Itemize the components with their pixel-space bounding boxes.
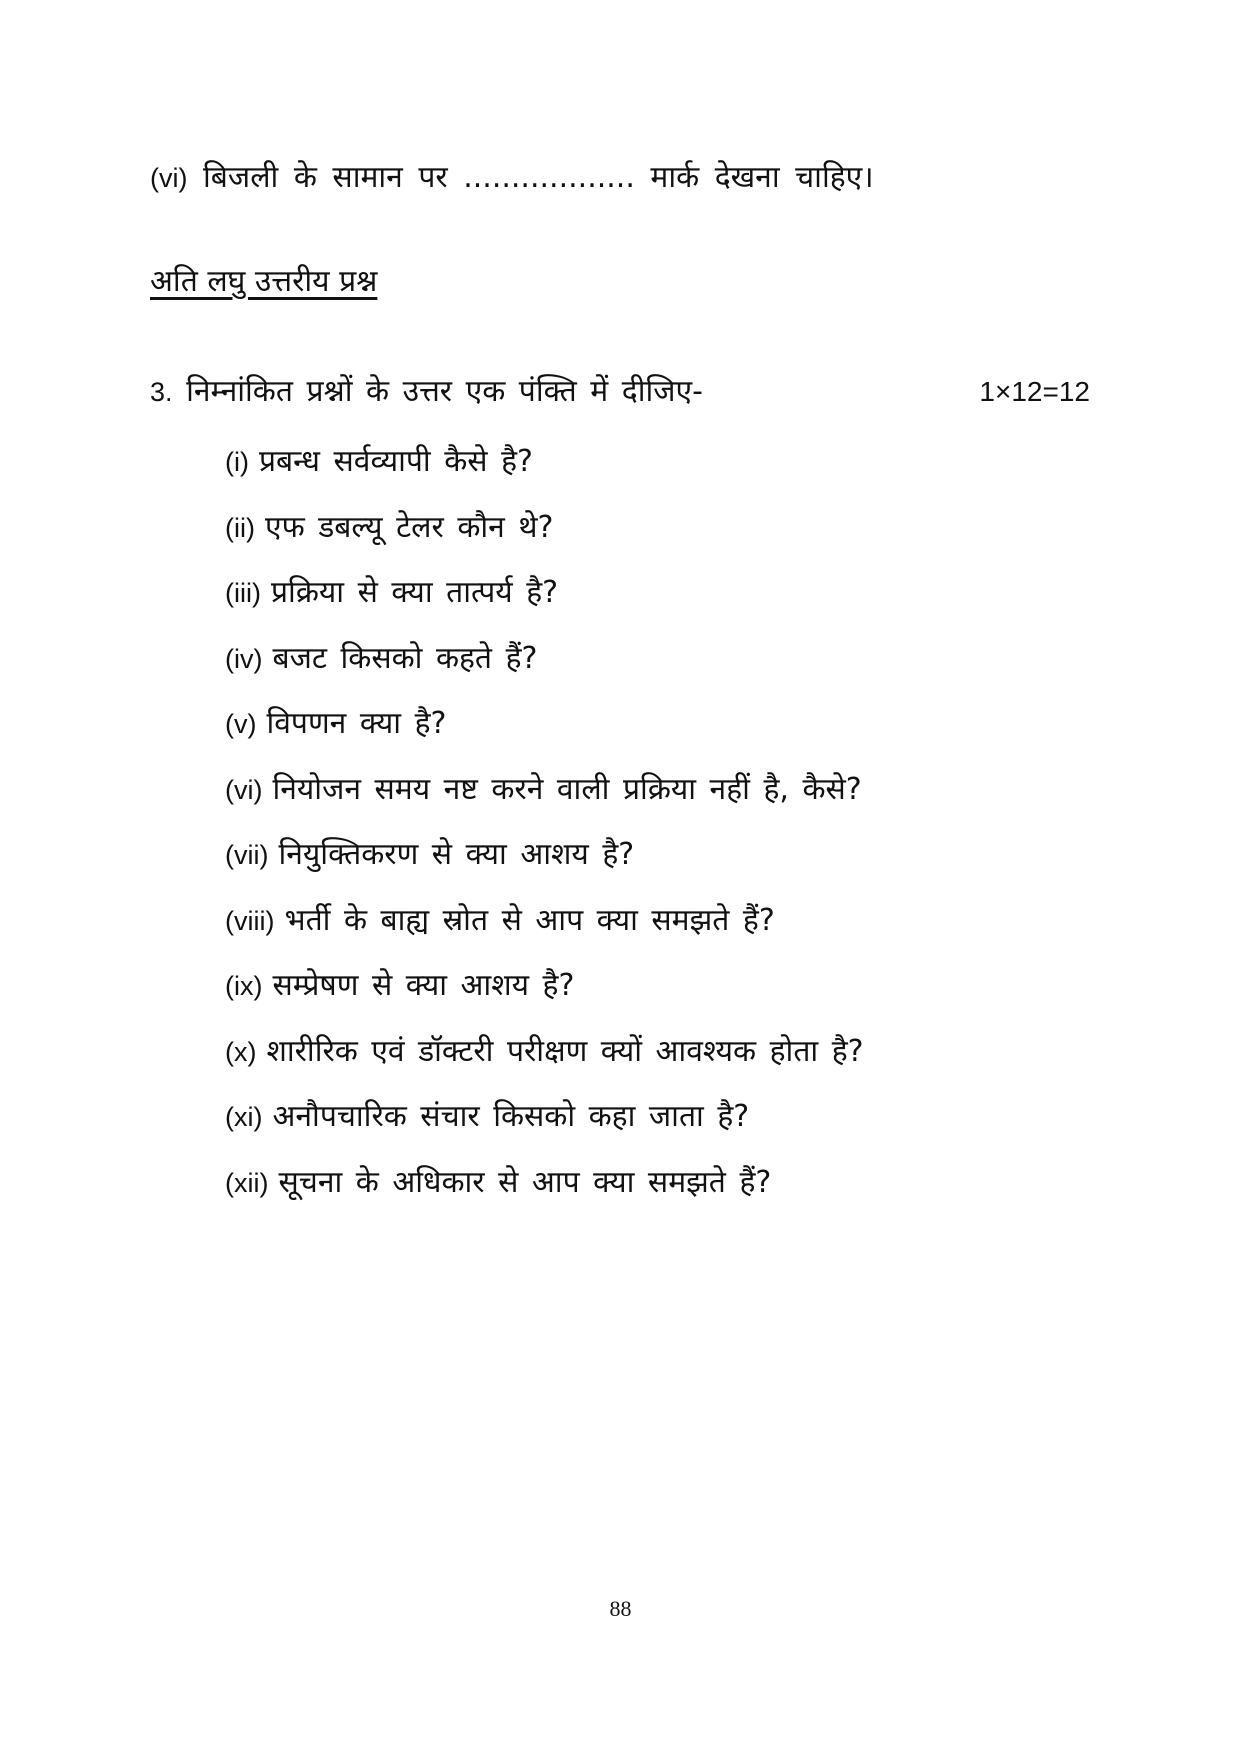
- section-heading: अति लघु उत्तरीय प्रश्न: [150, 264, 378, 299]
- sub-question-text: भर्ती के बाह्य स्रोत से आप क्या समझते हैं?: [284, 903, 775, 938]
- sub-question-text: अनौपचारिक संचार किसको कहा जाता है?: [272, 1099, 750, 1134]
- question-text-after: मार्क देखना चाहिए।: [650, 160, 874, 195]
- sub-question-text: शारीरिक एवं डॉक्टरी परीक्षण क्यों आवश्यक होता है?: [266, 1034, 864, 1069]
- list-item: [225, 901, 1125, 941]
- sub-question-number: (vii): [225, 840, 269, 870]
- sub-question-text: एफ डबल्यू टेलर कौन थे?: [264, 510, 554, 545]
- sub-question-text: सूचना के अधिकार से आप क्या समझते हैं?: [278, 1165, 772, 1200]
- question-text-before: बिजली के सामान पर: [203, 160, 448, 195]
- list-item: [225, 770, 1125, 810]
- sub-question-text: प्रक्रिया से क्या तात्पर्य है?: [270, 575, 559, 610]
- sub-question-number: (viii): [225, 906, 275, 936]
- sub-question-number: (xii): [225, 1168, 269, 1198]
- sub-question-number: (iii): [225, 578, 261, 608]
- list-item: [225, 966, 1125, 1006]
- sub-question-text: नियुक्तिकरण से क्या आशय है?: [278, 837, 635, 872]
- list-item: [225, 835, 1125, 875]
- sub-question-text: सम्प्रेषण से क्या आशय है?: [272, 968, 575, 1003]
- page-number: 88: [609, 1596, 632, 1621]
- sub-question-text: प्रबन्ध सर्वव्यापी कैसे है?: [258, 444, 533, 479]
- list-item: [225, 1032, 1125, 1072]
- list-item: [225, 1163, 1125, 1203]
- sub-question-text: नियोजन समय नष्ट करने वाली प्रक्रिया नहीं है, कैसे?: [272, 772, 862, 807]
- list-item: [225, 508, 1125, 548]
- sub-question-number: (v): [225, 709, 257, 739]
- sub-question-number: (ii): [225, 513, 255, 543]
- question-number: (vi): [150, 163, 188, 193]
- fill-in-question: [150, 158, 874, 198]
- sub-question-number: (ix): [225, 971, 263, 1001]
- sub-question-number: (x): [225, 1037, 257, 1067]
- sub-question-number: (xi): [225, 1102, 263, 1132]
- list-item: [225, 704, 1125, 744]
- list-item: [225, 573, 1125, 613]
- question-number: 3.: [150, 377, 173, 407]
- list-item: [225, 442, 1125, 482]
- sub-question-text: बजट किसको कहते हैं?: [272, 641, 538, 676]
- question-3-header: [150, 372, 1090, 412]
- sub-question-text: विपणन क्या है?: [266, 706, 447, 741]
- sub-question-number: (iv): [225, 644, 263, 674]
- question-3-instruction-line: [150, 372, 703, 412]
- list-item: [225, 1097, 1125, 1137]
- question-marks: 1×12=12: [979, 376, 1090, 407]
- list-item: [225, 639, 1125, 679]
- blank-space: ..................: [463, 160, 635, 195]
- sub-question-number: (i): [225, 447, 249, 477]
- question-instruction: निम्नांकित प्रश्नों के उत्तर एक पंक्ति में दीजिए-: [186, 374, 703, 409]
- sub-question-number: (vi): [225, 775, 263, 805]
